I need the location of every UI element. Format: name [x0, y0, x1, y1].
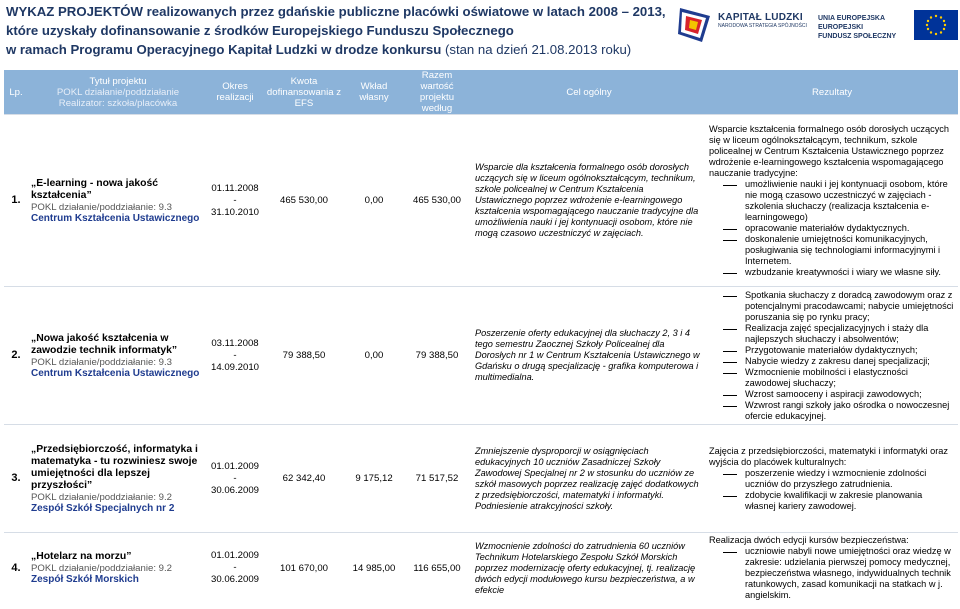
date-from: 03.11.2008 [211, 337, 259, 349]
col-okres: Okres realizacji [208, 70, 262, 115]
project-title: „Przedsiębiorczość, informatyka i matematyka - tu rozwiniesz swoje umiejętności dla lepszej przyszłości” [31, 443, 198, 491]
eu-logo-line-1: UNIA EUROPEJSKA [818, 15, 886, 22]
title-line-1: WYKAZ PROJEKTÓW realizowanych przez gdańskie publiczne placówki oświatowe w latach 2008 – 2013, [6, 4, 666, 19]
title-line-2: które uzyskały dofinansowanie z środków Europejskiego Funduszu Społecznego [6, 23, 514, 38]
col-rezultaty: Rezultaty [706, 70, 958, 115]
results-cell [706, 425, 958, 533]
title-line-3-main: w ramach Programu Operacyjnego Kapitał Ludzki w drodze konkursu [6, 42, 445, 57]
eu-logo-line-3: FUNDUSZ SPOŁECZNY [818, 33, 897, 40]
period-cell [208, 287, 262, 425]
general-goal: Wsparcie dla kształcenia formalnego osób dorosłych uczących się w liceum ogólnokształcącym, technikum, szkole policealnej w Centrum Kształcenia Ustawicznego poprzez wdrożenie e-learningowego kształcenia wspomagającego nauczanie tradycyjne dla umożliwienia nauki i jej kontynuacji osobom, które nie mogą czasowo uczestniczyć w zajęciach. [472, 115, 706, 287]
results-cell [706, 533, 958, 604]
col-razem: Razem wartość projektu według [402, 70, 472, 115]
title-date-note: (stan na dzień 21.08.2013 roku) [444, 42, 632, 57]
results-intro: Wsparcie kształcenia formalnego osób dorosłych uczących się w liceum ogólnokształcącym, technikum, szkole policealnej w Centrum Kształcenia Ustawicznego poprzez wdrożenie e-learningowego kształcenia wspomagającego nauczanie tradycyjne: [709, 123, 950, 178]
col-lp: Lp. [4, 70, 28, 115]
date-to: 31.10.2010 [211, 206, 260, 218]
general-goal: Poszerzenie oferty edukacyjnej dla słuchaczy 2, 3 i 4 tego semestru Zaocznej Szkoły Policealnej dla Dorosłych nr 1 w Centrum Kształcenia Ustawicznego w Gdańsku o drugą specjalizację - grafika komputerowa i multimedialna. [472, 287, 706, 425]
eu-logo-text [818, 14, 896, 41]
results-list [709, 290, 955, 422]
project-title: „E-learning - nowa jakość kształcenia” [31, 177, 159, 201]
date-to: 14.09.2010 [211, 361, 260, 373]
total-value: 71 517,52 [402, 425, 472, 533]
date-dash: - [233, 472, 237, 484]
row-number: 2. [4, 287, 28, 425]
own-contribution: 9 175,12 [346, 425, 402, 533]
table-row [4, 115, 958, 287]
amount-efs: 62 342,40 [262, 425, 346, 533]
date-dash: - [233, 562, 237, 573]
row-number: 4. [4, 533, 28, 604]
results-intro: Zajęcia z przedsiębiorczości, matematyki i informatyki oraz wyjścia do placówek kulturalnych: [709, 445, 948, 467]
period-cell [208, 533, 262, 604]
col-title-b: POKL działanie/poddziałanie [56, 86, 180, 98]
kapital-ludzki-logo [718, 12, 810, 29]
title-line-3 [6, 40, 671, 59]
project-title: „Hotelarz na morzu” [31, 551, 132, 562]
project-title: „Nowa jakość kształcenia w zawodzie technik informatyk” [31, 332, 178, 356]
col-wklad: Wkład własny [346, 70, 402, 115]
project-realizator: Centrum Kształcenia Ustawicznego [31, 212, 200, 224]
result-item: Wzwrost rangi szkoły jako ośrodka o nowoczesnej ofercie edukacyjnej. [709, 400, 955, 422]
general-goal: Zmniejszenie dysproporcji w osiągnięciach edukacyjnych 10 uczniów Zasadniczej Szkoły Zawodowej Specjalnej nr 2 w stosunku do uczniów ze szkół masowych poprzez realizację zajęć dodatkowych z przedsiębiorczości, matematyki i informatyki. Podniesienie atrakcyjności szkoły. [472, 425, 706, 533]
project-pokl: POKL działanie/poddziałanie: 9.3 [31, 356, 172, 368]
amount-efs: 79 388,50 [262, 287, 346, 425]
date-to: 30.06.2009 [211, 574, 260, 585]
results-intro: Realizacja dwóch edycji kursów bezpieczeństwa: [709, 535, 909, 545]
project-realizator: Zespół Szkół Specjalnych nr 2 [31, 502, 175, 514]
results-list [709, 546, 955, 601]
period-cell [208, 425, 262, 533]
date-from: 01.11.2008 [211, 182, 259, 194]
result-item: Nabycie wiedzy z zakresu danej specjalizacji; [709, 356, 955, 367]
result-item: zdobycie kwalifikacji w zakresie planowania własnej kariery zawodowej. [709, 490, 955, 512]
result-item: uczniowie nabyli nowe umiejętności oraz wiedzę w zakresie: udzielania pierwszej pomocy medycznej, bezpieczeństwa własnego, indywidualnych technik ratunkowych, zasad komunikacji na statkach w j. angielskim. [709, 546, 955, 601]
results-list [709, 179, 955, 278]
total-value: 465 530,00 [402, 115, 472, 287]
result-item: Wzrost samooceny i aspiracji zawodowych; [709, 389, 955, 400]
date-from: 01.01.2009 [211, 460, 260, 472]
table-row [4, 533, 958, 604]
date-from: 01.01.2009 [211, 550, 260, 561]
result-item: doskonalenie umiejętności komunikacyjnych, posługiwania się technologiami informacyjnymi i Internetem. [709, 234, 955, 267]
table-row [4, 287, 958, 425]
result-item: opracowanie materiałów dydaktycznych. [709, 223, 955, 234]
col-title-a: Tytuł projektu [89, 75, 147, 87]
own-contribution: 0,00 [346, 115, 402, 287]
col-kwota: Kwota dofinansowania z EFS [262, 70, 346, 115]
project-pokl: POKL działanie/poddziałanie: 9.2 [31, 491, 172, 503]
result-item: poszerzenie wiedzy i wzmocnienie zdolności uczniów do przyszłego zatrudnienia. [709, 468, 955, 490]
project-cell [28, 533, 208, 604]
projects-table [4, 70, 958, 603]
nss-flag-logo [676, 4, 714, 48]
project-realizator: Zespół Szkół Morskich [31, 574, 139, 585]
project-cell [28, 287, 208, 425]
result-item: Realizacja zajęć specjalizacyjnych i staży dla najlepszych słuchaczy i absolwentów; [709, 323, 955, 345]
period-cell [208, 115, 262, 287]
amount-efs: 101 670,00 [262, 533, 346, 604]
project-realizator: Centrum Kształcenia Ustawicznego [31, 367, 200, 379]
own-contribution: 0,00 [346, 287, 402, 425]
project-pokl: POKL działanie/poddziałanie: 9.2 [31, 563, 172, 574]
page-title [6, 2, 671, 59]
row-number: 1. [4, 115, 28, 287]
kl-logo-subtitle: NARODOWA STRATEGIA SPÓJNOŚCI [718, 23, 807, 29]
date-dash: - [233, 349, 237, 361]
row-number: 3. [4, 425, 28, 533]
results-cell [706, 115, 958, 287]
project-cell [28, 425, 208, 533]
date-to: 30.06.2009 [211, 484, 260, 496]
amount-efs: 465 530,00 [262, 115, 346, 287]
result-item: Wzmocnienie mobilności i elastyczności zawodowej słuchaczy; [709, 367, 955, 389]
eu-logo-line-2: EUROPEJSKI [818, 24, 864, 31]
own-contribution: 14 985,00 [346, 533, 402, 604]
result-item: wzbudzanie kreatywności i wiary we własne siły. [709, 267, 955, 278]
total-value: 79 388,50 [402, 287, 472, 425]
col-cel: Cel ogólny [472, 70, 706, 115]
result-item: Spotkania słuchaczy z doradcą zawodowym oraz z potencjalnymi pracodawcami; nabycie umiejętności poruszania się po rynku pracy; [709, 290, 955, 323]
total-value: 116 655,00 [402, 533, 472, 604]
result-item: Przygotowanie materiałów dydaktycznych; [709, 345, 955, 356]
date-dash: - [233, 194, 237, 206]
col-title-c: Realizator: szkoła/placówka [58, 97, 178, 109]
col-title [28, 70, 208, 115]
table-header-row [4, 70, 958, 115]
results-list [709, 468, 955, 512]
project-pokl: POKL działanie/poddziałanie: 9.3 [31, 201, 172, 213]
table-row [4, 425, 958, 533]
eu-flag-icon [914, 10, 958, 40]
general-goal: Wzmocnienie zdolności do zatrudnienia 60 uczniów Technikum Hotelarskiego Zespołu Szkół Morskich poprzez modernizację oferty edukacyjnej, tj. realizację dwóch edycji modułowego kursu bezpieczeństwa, a w efekcie [472, 533, 706, 604]
results-cell [706, 287, 958, 425]
result-item: umożliwienie nauki i jej kontynuacji osobom, które nie mogą czasowo uczestniczyć w zajęciach - szkolenia słuchaczy (realizacja kształcenia e-learningowego) [709, 179, 955, 223]
project-cell [28, 115, 208, 287]
kl-logo-title: KAPITAŁ LUDZKI [718, 12, 803, 23]
